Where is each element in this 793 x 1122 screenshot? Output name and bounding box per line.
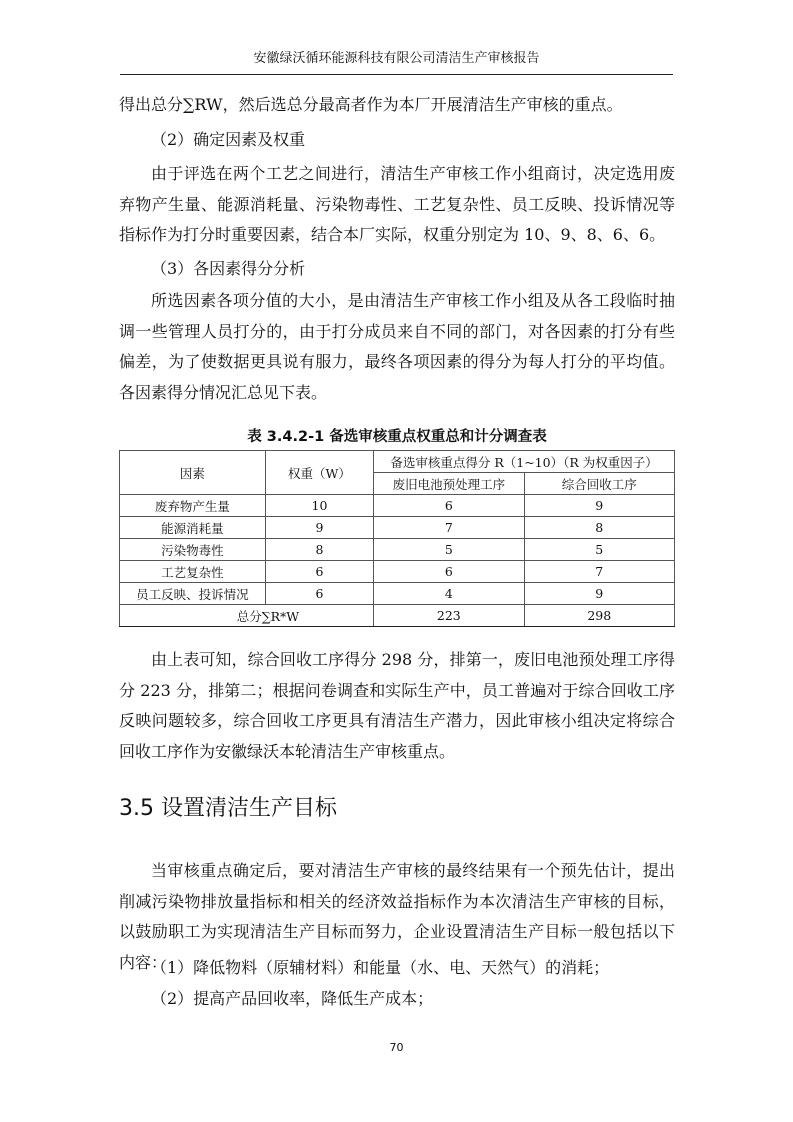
subheading-factors-weights: （2）确定因素及权重 xyxy=(151,130,306,149)
list-item: （1）降低物料（原辅材料）和能量（水、电、天然气）的消耗； xyxy=(151,958,610,977)
running-header: 安徽绿沃循环能源科技有限公司清洁生产审核报告 xyxy=(253,51,540,66)
header-factor: 因素 xyxy=(120,451,266,495)
table-row xyxy=(120,539,675,561)
factor-cell: 污染物毒性 xyxy=(120,539,266,561)
score-b-cell: 9 xyxy=(524,583,674,605)
factor-cell: 能源消耗量 xyxy=(120,517,266,539)
paragraph-conclusion: 由上表可知，综合回收工序得分 298 分，排第一，废旧电池预处理工序得分 223 分，排第二；根据问卷调查和实际生产中，员工普遍对于综合回收工序反映问题较多，综合回收工序更具有清洁生产潜力，因此审核小组决定将综合回收工序作为安徽绿沃本轮清洁生产审核重点。 xyxy=(119,650,675,761)
page-number: 70 xyxy=(389,1041,404,1054)
score-a-cell: 5 xyxy=(374,539,524,561)
score-b-cell: 5 xyxy=(524,539,674,561)
section-title: 3.5 设置清洁生产目标 xyxy=(119,796,337,821)
paragraph-targets-intro: 当审核重点确定后，要对清洁生产审核的最终结果有一个预先估计，提出削减污染物排放量指标和相关的经济效益指标作为本次清洁生产审核的目标，以鼓励职工为实现清洁生产目标而努力，企业设置清洁生产目标一般包括以下内容： xyxy=(119,861,675,972)
paragraph-factors: 由于评选在两个工艺之间进行，清洁生产审核工作小组商讨，决定选用废弃物产生量、能源消耗量、污染物毒性、工艺复杂性、员工反映、投诉情况等指标作为打分时重要因素，结合本厂实际，权重分别定为 10、9、8、6、6。 xyxy=(119,164,675,244)
score-a-cell: 6 xyxy=(374,495,524,517)
factor-cell: 工艺复杂性 xyxy=(120,561,266,583)
weight-cell: 6 xyxy=(265,583,373,605)
table-caption: 表 3.4.2-1 备选审核重点权重总和计分调查表 xyxy=(247,429,547,445)
header-recovery: 综合回收工序 xyxy=(524,473,674,495)
score-b-cell: 8 xyxy=(524,517,674,539)
score-a-cell: 6 xyxy=(374,561,524,583)
subheading-factor-scores: （3）各因素得分分析 xyxy=(151,259,306,278)
table-header-row xyxy=(120,451,675,473)
score-a-cell: 7 xyxy=(374,517,524,539)
weight-cell: 8 xyxy=(265,539,373,561)
total-b-cell: 298 xyxy=(524,605,674,627)
weight-cell: 9 xyxy=(265,517,373,539)
paragraph-scoring-method: 所选因素各项分值的大小，是由清洁生产审核工作小组及从各工段临时抽调一些管理人员打分的，由于打分成员来自不同的部门，对各因素的打分有些偏差，为了使数据更具说有服力，最终各项因素的得分为每人打分的平均值。各因素得分情况汇总见下表。 xyxy=(119,291,675,402)
weight-cell: 6 xyxy=(265,561,373,583)
header-score-group: 备选审核重点得分 R（1~10）（R 为权重因子） xyxy=(374,451,675,473)
header-rule xyxy=(120,74,673,75)
header-pretreatment: 废旧电池预处理工序 xyxy=(374,473,524,495)
weight-score-table xyxy=(119,450,675,627)
score-b-cell: 9 xyxy=(524,495,674,517)
table-row xyxy=(120,583,675,605)
table-row xyxy=(120,561,675,583)
weight-cell: 10 xyxy=(265,495,373,517)
table-row xyxy=(120,517,675,539)
table-total-row xyxy=(120,605,675,627)
total-a-cell: 223 xyxy=(374,605,524,627)
table-row xyxy=(120,495,675,517)
factor-cell: 废弃物产生量 xyxy=(120,495,266,517)
list-item: （2）提高产品回收率，降低生产成本； xyxy=(151,989,434,1008)
factor-cell: 员工反映、投诉情况 xyxy=(120,583,266,605)
score-a-cell: 4 xyxy=(374,583,524,605)
header-weight: 权重（W） xyxy=(265,451,373,495)
paragraph-score-summary: 得出总分∑RW，然后选总分最高者作为本厂开展清洁生产审核的重点。 xyxy=(119,95,623,114)
total-label: 总分∑R*W xyxy=(120,605,374,627)
score-b-cell: 7 xyxy=(524,561,674,583)
